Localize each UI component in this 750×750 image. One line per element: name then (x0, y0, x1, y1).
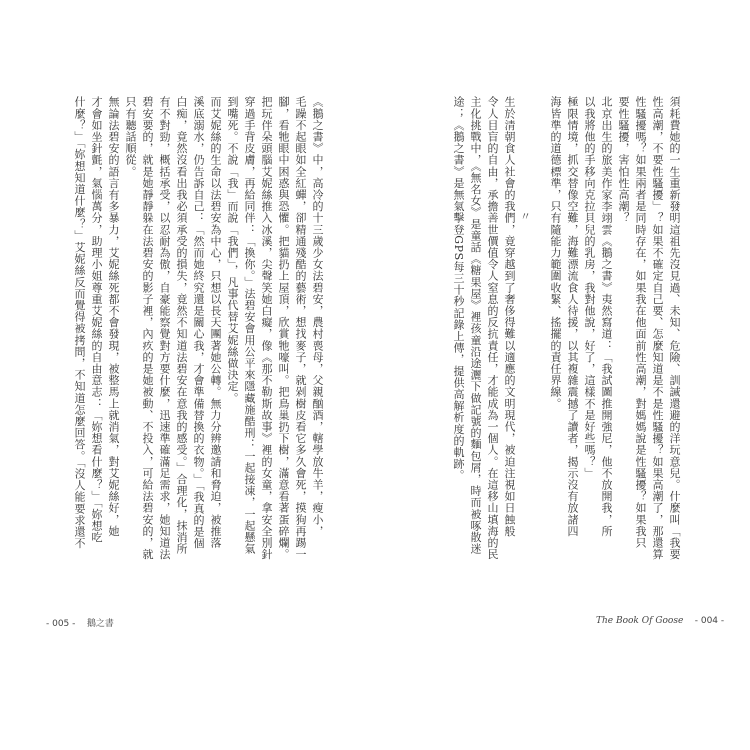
text-column: 性騷擾嗎？如果兩者是同時存在，如果我在他面前性高潮，對媽媽說是性騷擾？如果我只 (634, 96, 647, 549)
text-column: 毛躁不起眼如全紅蟬，卻精通殘酷的藝術，想找麥子，就剁樹皮看它多久會死，摸狗再踢一 (294, 96, 307, 560)
text-column: 什麼？」「妳想知道什麼？」艾妮絲反而覺得被拷問，不知道怎麼回答。「沒人能要求還不 (73, 96, 86, 549)
text-column: 極限情境，抓交替像空難，海難漂流食人待援，以其複雜震撼了讀者，揭示沒有放諸四 (566, 96, 579, 537)
page-number: - 004 - (694, 616, 725, 626)
text-column: 須耗費她的一生重新發明這祖先沒見過、未知、危險、訓誡還避的洋玩意兒。什麼叫「我要 (668, 96, 681, 560)
text-column: 只有聽話順從。 (124, 96, 137, 178)
page-number: - 005 - (46, 619, 76, 629)
text-column: 溪底溺水，仍告訴自己：「然而她終究還是關心我，才會準備替換的衣物。」「我真的是個 (192, 96, 205, 549)
text-column: 令人目盲的自由，承擔善世價值令人窒息的反抗責任，才能成為一個人。在這移山填海的民 (486, 96, 499, 560)
text-column: 要性騷擾，害怕性高潮？ (617, 96, 630, 224)
text-column: 白痴，竟然沒看出我必須承受的損失，竟然不知道法碧安在意我的感受。」合理化，抹消所 (175, 96, 188, 555)
section-mark: 〃 (520, 210, 531, 223)
text-column: 途；《鵝之書》是無氣擊登GPS每三十秒記錄上傳，提供高解析度的軌跡。 (452, 96, 465, 482)
text-column: 生於清朝食人社會的我們，竟穿越到了奢侈得難以適應的文明現代，被迫注視如日蝕般 (503, 96, 516, 537)
text-column: 腳，看牠眼中困惑與恐懼。把貓扔上屋頂，欣賞牠嚎叫。把鳥巢扔下樹，滿意看著蛋碎爛。 (277, 96, 290, 560)
text-column: 到嘴死。不說「我」而說「我們」，凡事代替艾妮絲做決定。 (226, 96, 239, 404)
book-title-english: The Book Of Goose (596, 616, 684, 626)
text-column: 穿過手背皮膚，再給同伴：「換你。」法碧安會用公平來隱藏施酷刑：一起接凍，一起懸氣 (243, 96, 256, 555)
text-column: 而艾妮絲的生命以法碧安為中心，只想以長天團著她公轉。無力分辨邀請和脅迫，被推落 (209, 96, 222, 549)
text-column: 北京出生的旅美作家李翊雲《鵝之書》夷然寫道：「我試圖推開強尼，他不放開我，所 (600, 96, 613, 537)
book-title: 鵝之書 (86, 619, 114, 629)
text-column: 碧安要的，就是她靜靜躲在法碧安的影子裡，內疚的是她被動、不投入，可給法碧安的，就 (141, 96, 154, 560)
left-footer (46, 616, 114, 629)
text-column: 把玩伴朵頭腦艾妮絲推入冰溪，尖聲笑她白癡，像《那不勒斯故事》裡的女童，拿安全別針 (260, 96, 273, 560)
text-column: 無論法碧安的語言有多暴力，艾妮絲死都不會發現，被整馬上就消氣，對艾妮絲好，她 (107, 96, 120, 537)
right-footer (596, 616, 724, 626)
text-column: 性高潮，不要性騷擾」？如果不確定自己要、怎麼知道是不是性騷擾？如果高潮了，那還算 (651, 96, 664, 560)
text-column: 主化挑戰中，《無名女》是童話《糖果屋》裡孩童沿途灑下做記號的麵包屑，時而被啄散迷 (469, 96, 482, 555)
text-column: 有不對勁，概括承受，以忍耐為傲，自豪能察覺對方要什麼，迅速準確滿足需求，她知道法 (158, 96, 171, 560)
text-column: 才會如坐針氈，氣惱萬分，助理小姐尊重艾妮絲的自由意志：「妳想看什麼？」「妳想吃 (90, 96, 103, 543)
text-column: 《鵝之書》中，高冷的十三歲少女法碧安，農村喪母，父親酗酒，轄學放牛羊，瘦小， (311, 96, 324, 537)
text-column: 以我將他的手移向克拉貝兒的乳房，我對他說，好了，這樣不是好些嗎？」 (583, 96, 596, 479)
text-column: 海皆準的道德標準，只有隨能力範圍收緊、搖擺的責任界線。 (549, 96, 562, 410)
right-page (375, 0, 750, 750)
